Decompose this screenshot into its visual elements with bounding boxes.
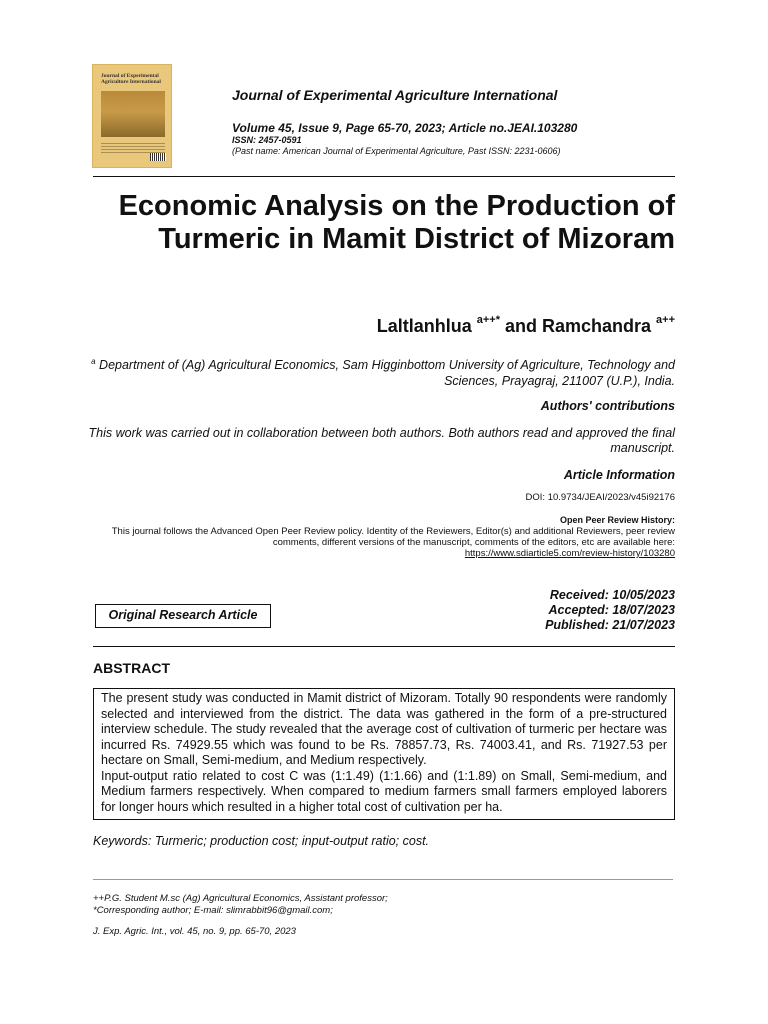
footnote-line: ++P.G. Student M.sc (Ag) Agricultural Economics, Assistant professor;	[93, 893, 388, 904]
contributions-text: This work was carried out in collaboration between both authors. Both authors read and approved the final manuscript.	[88, 426, 675, 455]
affiliation-superscript: a	[91, 357, 96, 366]
abstract-box	[93, 688, 675, 820]
keywords: Keywords: Turmeric; production cost; input-output ratio; cost.	[93, 834, 430, 848]
published-date: Published: 21/07/2023	[545, 618, 675, 632]
journal-issn: ISSN: 2457-0591	[232, 135, 302, 145]
peer-review-description: This journal follows the Advanced Open Peer Review policy. Identity of the Reviewers, Editor(s) and additional Reviewers, peer review comments, different versions of the manuscript, comments of the editors, etc are available here:	[111, 526, 675, 548]
doi[interactable]: DOI: 10.9734/JEAI/2023/v45i92176	[525, 492, 675, 503]
contributions-heading: Authors' contributions	[540, 399, 675, 413]
footnote-separator	[93, 879, 673, 880]
peer-review-heading: Open Peer Review History:	[559, 515, 675, 525]
affiliation-text: Department of (Ag) Agricultural Economics, Sam Higginbottom University of Agriculture, Technology and Sciences, Prayagraj, 211007 (U.P.), India.	[95, 358, 675, 389]
author-superscript: a++*	[476, 314, 500, 326]
cover-barcode-icon	[150, 153, 166, 161]
cover-text-lines	[101, 143, 165, 144]
abstract-paragraph: Input-output ratio related to cost C was (1:1.49) (1:1.66) and (1:1.89) on Small, Semi-medium, and Medium farmers respectively. When compared to medium farmers small farmers employed laborers for longer hours which resulted in a higher total cost of cultivation per ha.	[101, 768, 667, 814]
author-name: Laltlanhlua	[376, 316, 477, 336]
journal-name: Journal of Experimental Agriculture International	[232, 87, 558, 103]
article-dates	[545, 588, 675, 633]
author-conjunction: and Ramchandra	[499, 316, 657, 336]
abstract-rule	[93, 646, 675, 647]
peer-review-text	[75, 526, 675, 559]
author-list	[377, 316, 675, 337]
abstract-paragraph: The present study was conducted in Mamit district of Mizoram. Totally 90 respondents were randomly selected and interviewed from the district. The data was gathered in the form of a pre-structured interview schedule. The study revealed that the average cost of cultivation of turmeric per hectare was incurred Rs. 74929.55 which was found to be Rs. 78857.73, Rs. 74003.41, and Rs. 71927.53 per hectare on Small, Semi-medium, and Medium respectively.	[101, 691, 667, 767]
article-type-badge: Original Research Article	[95, 604, 271, 628]
journal-cover-thumbnail	[92, 64, 172, 168]
article-title: Economic Analysis on the Production of Turmeric in Mamit District of Mizoram	[118, 190, 675, 255]
footnotes	[93, 893, 388, 917]
header-rule	[93, 176, 675, 177]
author-superscript: a++	[656, 314, 675, 326]
journal-volume: Volume 45, Issue 9, Page 65-70, 2023; Article no.JEAI.103280	[232, 121, 578, 135]
cover-wheat-photo	[101, 91, 165, 137]
journal-past-name: (Past name: American Journal of Experimental Agriculture, Past ISSN: 2231-0606)	[232, 146, 561, 156]
affiliation	[75, 354, 675, 389]
abstract-heading: ABSTRACT	[93, 660, 170, 676]
cover-title: Journal of Experimental Agriculture International	[101, 73, 161, 85]
received-date: Received: 10/05/2023	[549, 588, 675, 602]
article-info-heading: Article Information	[563, 468, 675, 482]
accepted-date: Accepted: 18/07/2023	[548, 603, 675, 617]
citation: J. Exp. Agric. Int., vol. 45, no. 9, pp. 65-70, 2023	[93, 926, 296, 937]
footnote-line: *Corresponding author; E-mail: slimrabbit96@gmail.com;	[93, 905, 333, 916]
peer-review-link[interactable]: https://www.sdiarticle5.com/review-history/103280	[464, 548, 675, 559]
